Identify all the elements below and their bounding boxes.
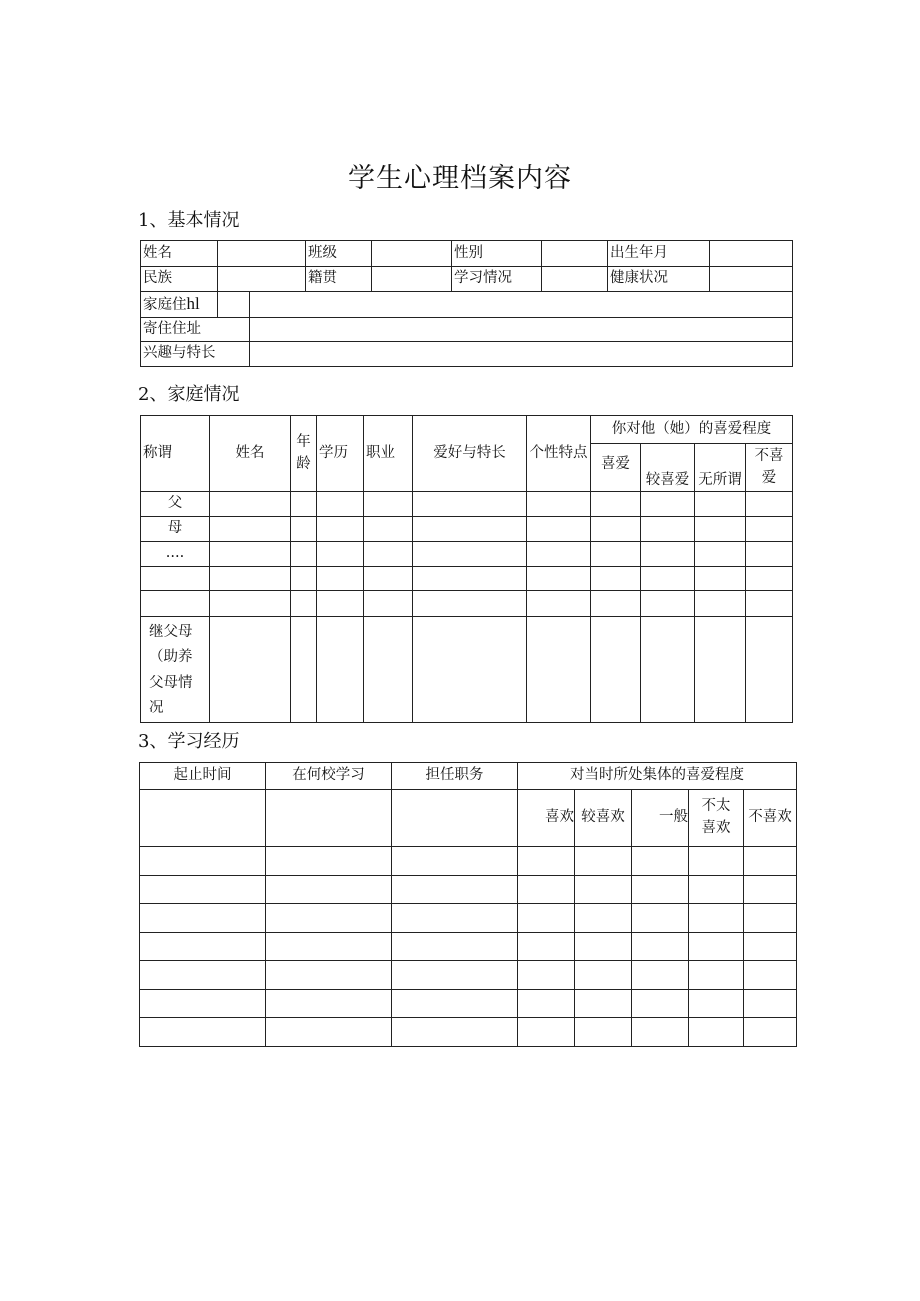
cell[interactable] — [744, 1018, 797, 1047]
cell[interactable] — [140, 847, 266, 876]
row-label-blank — [141, 567, 210, 591]
home-address-label: 家庭住hl — [141, 292, 218, 318]
name-label: 姓名 — [141, 241, 218, 267]
header-position: 担任职务 — [392, 763, 518, 790]
gender-value[interactable] — [542, 241, 608, 267]
cell[interactable] — [527, 591, 591, 617]
header-job: 职业 — [364, 416, 413, 492]
cell[interactable] — [695, 517, 746, 542]
cell[interactable] — [689, 933, 744, 961]
cell[interactable] — [641, 542, 695, 567]
cell[interactable] — [291, 591, 317, 617]
hometown-label: 籍贯 — [306, 267, 372, 292]
cell[interactable] — [518, 933, 575, 961]
basic-info-table — [140, 240, 793, 367]
header-fairly-like: 较喜欢 — [575, 790, 632, 847]
header-like: 喜爱 — [591, 444, 641, 492]
study-label: 学习情况 — [452, 267, 542, 292]
row-label-ellipsis: .... — [141, 542, 210, 567]
cell[interactable] — [591, 617, 641, 723]
cell[interactable] — [291, 492, 317, 517]
study-value[interactable] — [542, 267, 608, 292]
cell[interactable] — [575, 876, 632, 904]
header-like: 喜欢 — [518, 790, 575, 847]
cell[interactable] — [591, 591, 641, 617]
cell[interactable] — [632, 1018, 689, 1047]
cell[interactable] — [291, 567, 317, 591]
header-neutral: 一般 — [632, 790, 689, 847]
cell[interactable] — [518, 1018, 575, 1047]
cell[interactable] — [413, 617, 527, 723]
cell[interactable] — [413, 567, 527, 591]
health-value[interactable] — [710, 267, 793, 292]
cell[interactable] — [527, 492, 591, 517]
header-not-really: 不太喜欢 — [689, 790, 744, 847]
cell[interactable] — [210, 517, 291, 542]
cell[interactable] — [632, 990, 689, 1018]
cell[interactable] — [291, 517, 317, 542]
cell[interactable] — [317, 617, 364, 723]
cell[interactable] — [744, 933, 797, 961]
cell[interactable] — [210, 542, 291, 567]
cell[interactable] — [210, 492, 291, 517]
cell[interactable] — [591, 567, 641, 591]
cell[interactable] — [744, 990, 797, 1018]
birth-value[interactable] — [710, 241, 793, 267]
header-personality: 个性特点 — [527, 416, 591, 492]
header-indifferent: 无所谓 — [695, 444, 746, 492]
cell[interactable] — [266, 904, 392, 933]
header-name: 姓名 — [210, 416, 291, 492]
cell[interactable] — [746, 542, 793, 567]
cell[interactable] — [689, 1018, 744, 1047]
cell[interactable] — [392, 1018, 518, 1047]
cell[interactable] — [140, 904, 266, 933]
cell[interactable] — [392, 847, 518, 876]
cell[interactable] — [746, 517, 793, 542]
cell[interactable] — [317, 591, 364, 617]
cell[interactable] — [689, 990, 744, 1018]
cell[interactable] — [632, 876, 689, 904]
header-dislike: 不喜爱 — [746, 444, 793, 492]
cell[interactable] — [266, 847, 392, 876]
cell[interactable] — [413, 517, 527, 542]
cell[interactable] — [392, 990, 518, 1018]
section-family-heading: 2、家庭情况 — [138, 384, 240, 405]
cell[interactable] — [744, 904, 797, 933]
name-value[interactable] — [218, 241, 306, 267]
header-hobby: 爱好与特长 — [413, 416, 527, 492]
header-dislike: 不喜欢 — [744, 790, 797, 847]
cell[interactable] — [632, 847, 689, 876]
header-school: 在何校学习 — [266, 763, 392, 790]
cell[interactable] — [317, 517, 364, 542]
cell[interactable] — [641, 567, 695, 591]
cell[interactable] — [695, 617, 746, 723]
cell[interactable] — [210, 567, 291, 591]
cell[interactable] — [527, 542, 591, 567]
cell[interactable] — [413, 591, 527, 617]
cell[interactable] — [632, 961, 689, 990]
hometown-value[interactable] — [372, 267, 452, 292]
gender-label: 性别 — [452, 241, 542, 267]
cell[interactable] — [518, 876, 575, 904]
home-address-value[interactable] — [250, 292, 793, 318]
cell[interactable] — [575, 990, 632, 1018]
cell[interactable] — [317, 567, 364, 591]
cell[interactable] — [392, 904, 518, 933]
cell[interactable] — [689, 876, 744, 904]
birth-label: 出生年月 — [608, 241, 710, 267]
cell[interactable] — [266, 933, 392, 961]
cell[interactable] — [591, 542, 641, 567]
cell[interactable] — [518, 990, 575, 1018]
cell[interactable] — [364, 517, 413, 542]
ethnicity-value[interactable] — [218, 267, 306, 292]
cell[interactable] — [413, 542, 527, 567]
cell[interactable] — [518, 904, 575, 933]
cell[interactable] — [746, 567, 793, 591]
header-fairly-like: 较喜爱 — [641, 444, 695, 492]
cell[interactable] — [695, 567, 746, 591]
page-title: 学生心理档案内容 — [348, 163, 572, 194]
cell[interactable] — [518, 961, 575, 990]
cell[interactable] — [140, 933, 266, 961]
cell[interactable] — [641, 617, 695, 723]
cell[interactable] — [364, 567, 413, 591]
class-label: 班级 — [306, 241, 372, 267]
cell[interactable] — [392, 933, 518, 961]
hobby-value[interactable] — [250, 342, 793, 367]
cell[interactable] — [266, 876, 392, 904]
cell[interactable] — [744, 961, 797, 990]
cell[interactable] — [140, 1018, 266, 1047]
cell[interactable] — [591, 492, 641, 517]
family-table — [140, 415, 793, 723]
header-collective: 对当时所处集体的喜爱程度 — [518, 763, 797, 790]
ethnicity-label: 民族 — [141, 267, 218, 292]
cell[interactable] — [364, 591, 413, 617]
cell[interactable] — [140, 961, 266, 990]
cell[interactable] — [575, 961, 632, 990]
row-label-father: 父 — [141, 492, 210, 517]
cell[interactable] — [317, 542, 364, 567]
cell[interactable] — [575, 933, 632, 961]
health-label: 健康状况 — [608, 267, 710, 292]
header-age: 年龄 — [291, 416, 317, 492]
lodging-value[interactable] — [250, 318, 793, 342]
cell[interactable] — [364, 492, 413, 517]
header-education: 学历 — [317, 416, 364, 492]
cell[interactable] — [266, 961, 392, 990]
cell[interactable] — [689, 904, 744, 933]
cell[interactable] — [632, 933, 689, 961]
cell[interactable] — [392, 790, 518, 847]
cell[interactable] — [641, 492, 695, 517]
cell[interactable] — [689, 847, 744, 876]
cell[interactable] — [695, 492, 746, 517]
cell[interactable] — [689, 961, 744, 990]
cell[interactable] — [140, 990, 266, 1018]
cell[interactable] — [591, 517, 641, 542]
home-address-gap — [218, 292, 250, 318]
cell[interactable] — [392, 961, 518, 990]
header-period: 起止时间 — [140, 763, 266, 790]
header-affection: 你对他（她）的喜爱程度 — [591, 416, 793, 444]
cell[interactable] — [746, 492, 793, 517]
row-label-mother: 母 — [141, 517, 210, 542]
cell[interactable] — [695, 542, 746, 567]
cell[interactable] — [266, 990, 392, 1018]
lodging-label: 寄住住址 — [141, 318, 250, 342]
cell[interactable] — [210, 617, 291, 723]
cell[interactable] — [641, 517, 695, 542]
cell[interactable] — [392, 876, 518, 904]
cell[interactable] — [364, 617, 413, 723]
cell[interactable] — [746, 591, 793, 617]
cell[interactable] — [518, 847, 575, 876]
cell[interactable] — [291, 542, 317, 567]
cell[interactable] — [364, 542, 413, 567]
cell[interactable] — [641, 591, 695, 617]
class-value[interactable] — [372, 241, 452, 267]
cell[interactable] — [744, 876, 797, 904]
row-label-blank — [141, 591, 210, 617]
section-study-heading: 3、学习经历 — [138, 731, 240, 752]
hobby-label: 兴趣与特长 — [141, 342, 250, 367]
cell[interactable] — [575, 847, 632, 876]
cell[interactable] — [527, 567, 591, 591]
cell[interactable] — [266, 1018, 392, 1047]
cell[interactable] — [744, 847, 797, 876]
header-title: 称谓 — [141, 416, 210, 492]
cell[interactable] — [266, 790, 392, 847]
cell[interactable] — [575, 1018, 632, 1047]
cell[interactable] — [746, 617, 793, 723]
cell[interactable] — [575, 904, 632, 933]
cell[interactable] — [413, 492, 527, 517]
cell[interactable] — [210, 591, 291, 617]
cell[interactable] — [632, 904, 689, 933]
cell[interactable] — [291, 617, 317, 723]
section-basic-heading: 1、基本情况 — [138, 210, 240, 231]
cell[interactable] — [695, 591, 746, 617]
cell[interactable] — [527, 517, 591, 542]
study-history-table — [139, 762, 797, 1047]
cell[interactable] — [140, 790, 266, 847]
row-label-step-parents: 继父母（助养父母情况 — [141, 617, 210, 723]
cell[interactable] — [527, 617, 591, 723]
cell[interactable] — [140, 876, 266, 904]
cell[interactable] — [317, 492, 364, 517]
